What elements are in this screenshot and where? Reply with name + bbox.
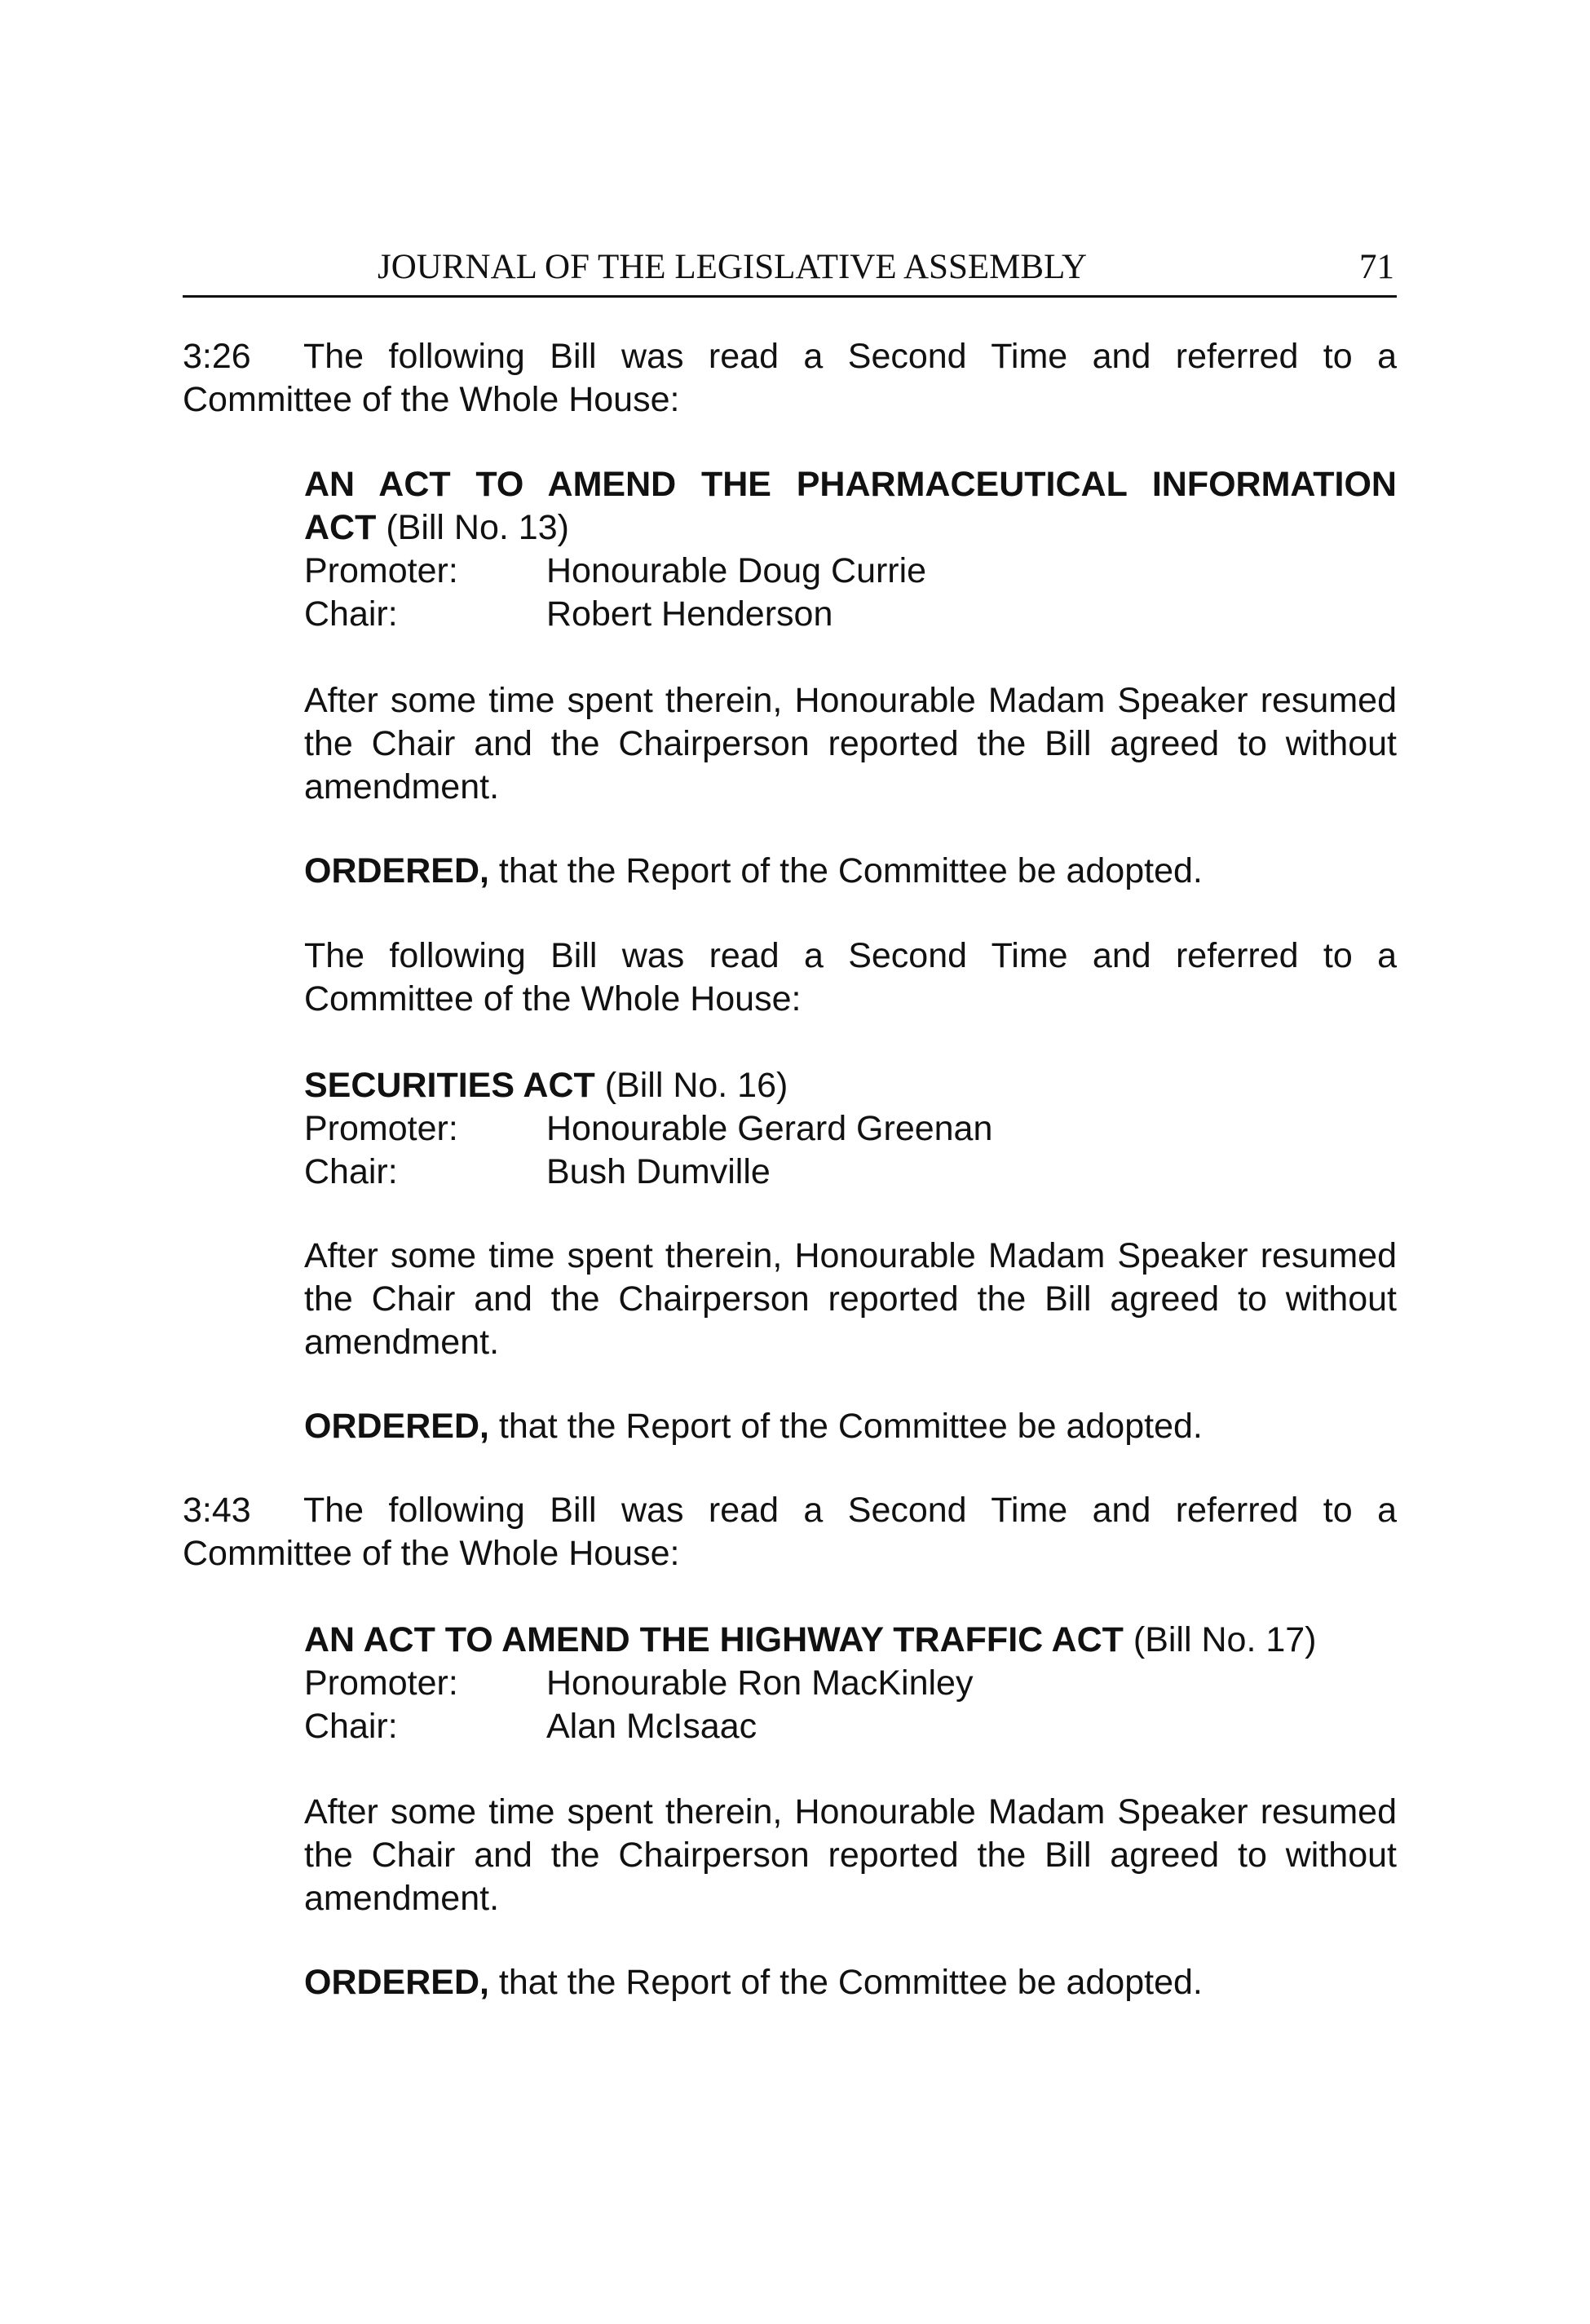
promoter-name: Honourable Gerard Greenan	[546, 1109, 993, 1148]
bill-title-3	[304, 1619, 1397, 1662]
entry-intro-3	[183, 1489, 1397, 1575]
chair-label: Chair:	[304, 594, 398, 634]
promoter-label: Promoter:	[304, 1663, 458, 1703]
chair-label: Chair:	[304, 1152, 398, 1191]
promoter-label: Promoter:	[304, 551, 458, 590]
report-paragraph: After some time spent therein, Honourable Madam Speaker resumed the Chair and the Chairperson reported the Bill agreed to without amendment.	[304, 1792, 1397, 1918]
entry-time: 3:43	[183, 1491, 251, 1530]
ordered-paragraph	[304, 1961, 1397, 2004]
chair-name: Robert Henderson	[546, 594, 833, 634]
bill-title-2	[304, 1064, 1397, 1107]
bill-number: (Bill No. 13)	[386, 508, 569, 547]
report-paragraph: After some time spent therein, Honourable Madam Speaker resumed the Chair and the Chairperson reported the Bill agreed to without amendment.	[304, 681, 1397, 806]
entry-intro-1	[183, 335, 1397, 422]
entry-intro-text: The following Bill was read a Second Time and referred to a Committee of the Whole House:	[183, 337, 1397, 419]
ordered-label: ORDERED,	[304, 1407, 489, 1446]
promoter-name: Honourable Doug Currie	[546, 551, 927, 590]
chair-name: Alan McIsaac	[546, 1707, 757, 1746]
ordered-label: ORDERED,	[304, 851, 489, 890]
ordered-paragraph	[304, 1405, 1397, 1448]
page-number: 71	[1359, 248, 1394, 286]
promoter-row	[304, 1107, 1397, 1151]
chair-label: Chair:	[304, 1707, 398, 1746]
ordered-text: that the Report of the Committee be adopted.	[498, 1407, 1203, 1446]
bill-title-1-line2: ACT (Bill No. 13)	[304, 508, 569, 547]
bill-title: SECURITIES ACT	[304, 1066, 595, 1105]
chair-row	[304, 1151, 1397, 1194]
running-header	[183, 245, 1397, 298]
bill-title: AN ACT TO AMEND THE HIGHWAY TRAFFIC ACT	[304, 1620, 1124, 1659]
chair-row	[304, 593, 1397, 636]
ordered-paragraph	[304, 850, 1397, 893]
bill-title-1	[304, 463, 1397, 506]
promoter-label: Promoter:	[304, 1109, 458, 1148]
entry-intro-text: The following Bill was read a Second Time and referred to a Committee of the Whole House:	[183, 1491, 1397, 1573]
ordered-label: ORDERED,	[304, 1963, 489, 2002]
bill-title: AN ACT TO AMEND THE PHARMACEUTICAL INFORMATION	[304, 465, 1397, 504]
chair-name: Bush Dumville	[546, 1152, 771, 1191]
bill-number: (Bill No. 16)	[604, 1066, 788, 1105]
entry-time: 3:26	[183, 337, 251, 376]
chair-row	[304, 1705, 1397, 1748]
ordered-text: that the Report of the Committee be adopted.	[498, 1963, 1203, 2002]
entry-intro-2: The following Bill was read a Second Time and referred to a Committee of the Whole House:	[304, 936, 1397, 1018]
journal-title: JOURNAL OF THE LEGISLATIVE ASSEMBLY	[378, 248, 1088, 286]
promoter-row	[304, 1662, 1397, 1705]
promoter-name: Honourable Ron MacKinley	[546, 1663, 974, 1703]
promoter-row	[304, 550, 1397, 593]
ordered-text: that the Report of the Committee be adopted.	[498, 851, 1203, 890]
bill-number: (Bill No. 17)	[1133, 1620, 1317, 1659]
report-paragraph: After some time spent therein, Honourable Madam Speaker resumed the Chair and the Chairperson reported the Bill agreed to without amendment.	[304, 1236, 1397, 1362]
